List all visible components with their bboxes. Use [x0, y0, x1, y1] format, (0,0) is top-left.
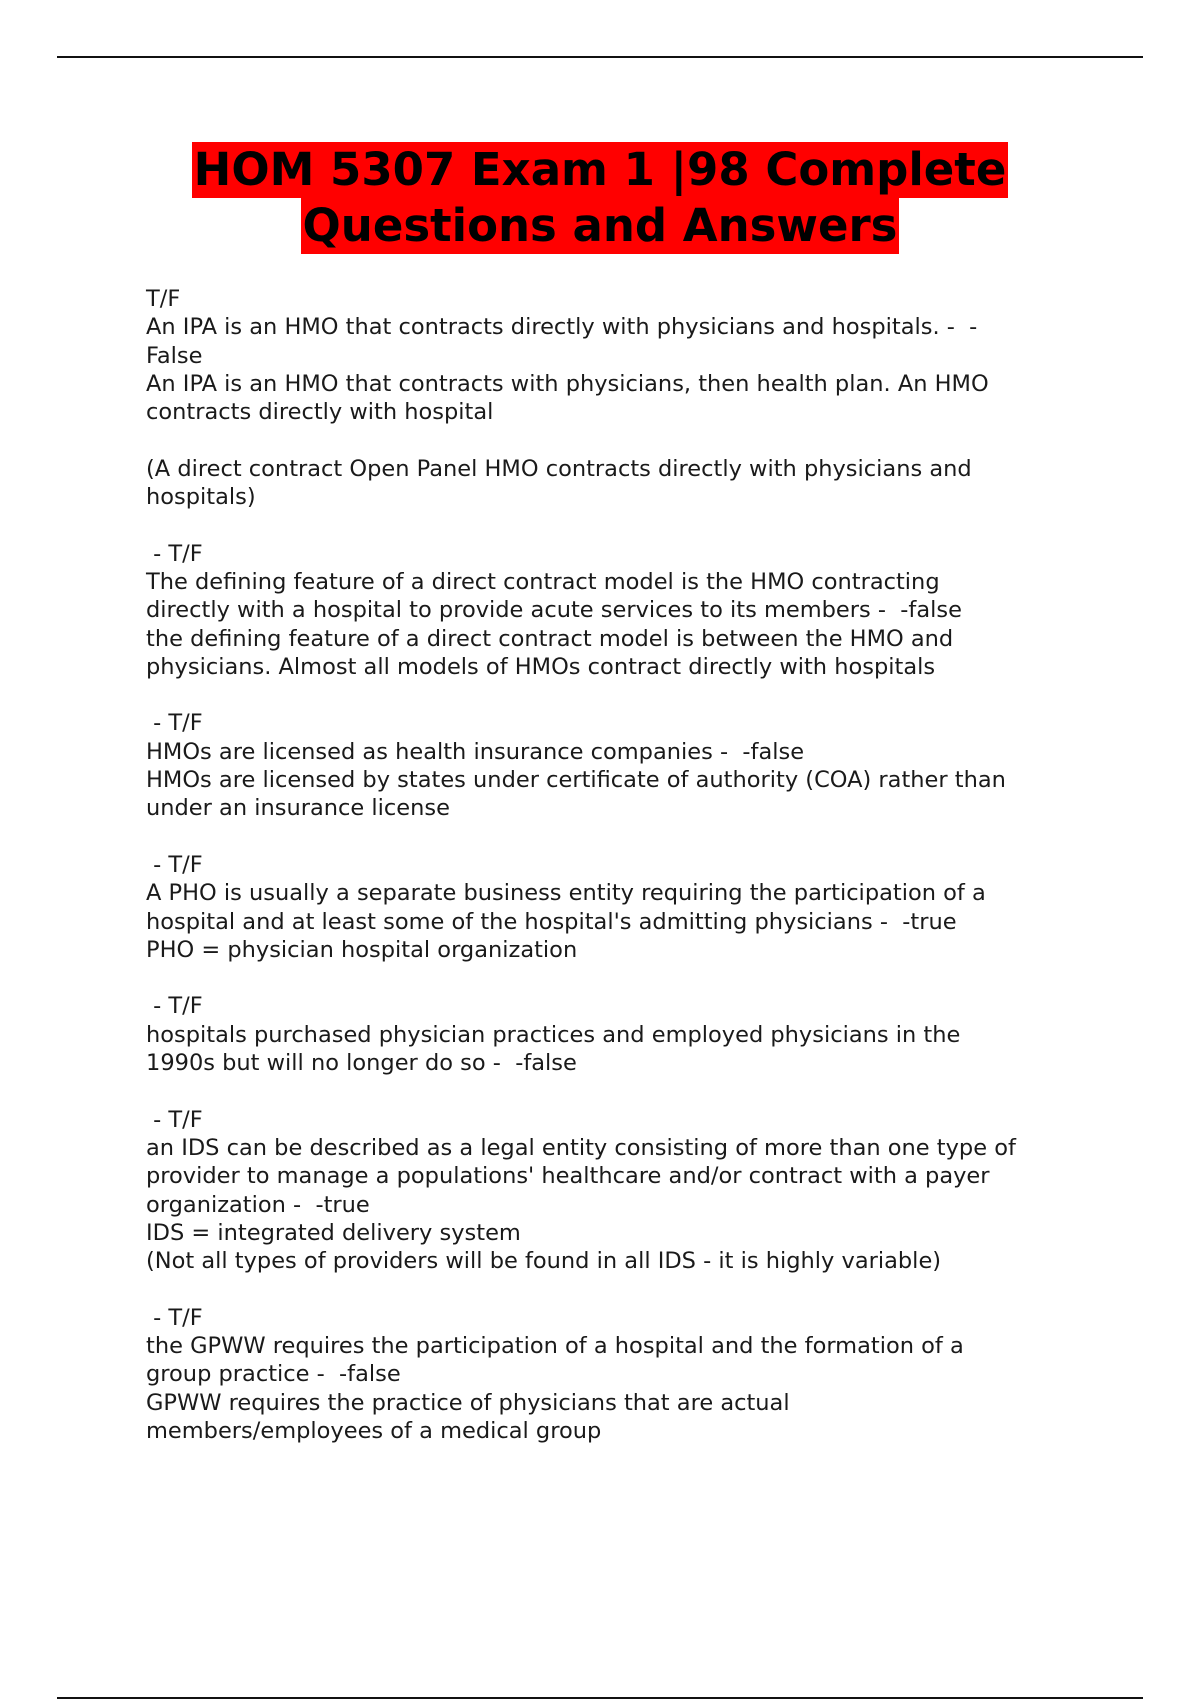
text-line: hospital and at least some of the hospital's admitting physicians - -true	[146, 908, 957, 935]
text-line: - T/F	[146, 993, 203, 1020]
text-line: members/employees of a medical group	[146, 1417, 602, 1444]
text-line: the defining feature of a direct contract model is between the HMO and	[146, 625, 954, 652]
header-rule	[57, 56, 1143, 58]
text-line: under an insurance license	[146, 795, 450, 822]
qa-block	[146, 851, 1146, 964]
qa-block	[146, 1304, 1146, 1445]
text-line: (Not all types of providers will be found in all IDS - it is highly variable)	[146, 1248, 942, 1275]
text-line: GPWW requires the practice of physicians that are actual	[146, 1389, 790, 1416]
paragraph-gap	[146, 511, 1146, 539]
text-line: HMOs are licensed as health insurance companies - -false	[146, 738, 805, 765]
qa-block	[146, 455, 1146, 512]
paragraph-gap	[146, 964, 1146, 992]
qa-block	[146, 1106, 1146, 1276]
text-line: - T/F	[146, 540, 203, 567]
text-line: directly with a hospital to provide acute services to its members - -false	[146, 597, 962, 624]
text-line: 1990s but will no longer do so - -false	[146, 1050, 577, 1077]
text-line: contracts directly with hospital	[146, 399, 494, 426]
text-line: hospitals purchased physician practices and employed physicians in the	[146, 1021, 961, 1048]
paragraph-gap	[146, 426, 1146, 454]
qa-block	[146, 285, 1146, 426]
paragraph-gap	[146, 681, 1146, 709]
qa-block	[146, 992, 1146, 1077]
text-line: - T/F	[146, 1304, 203, 1331]
text-line: (A direct contract Open Panel HMO contracts directly with physicians and	[146, 455, 972, 482]
qa-block	[146, 709, 1146, 822]
text-line: physicians. Almost all models of HMOs contract directly with hospitals	[146, 653, 936, 680]
document-body	[146, 285, 1146, 1445]
document-title	[60, 142, 1140, 254]
text-line: HMOs are licensed by states under certificate of authority (COA) rather than	[146, 767, 1006, 794]
text-line: organization - -true	[146, 1191, 370, 1218]
text-line: False	[146, 342, 203, 369]
text-line: - T/F	[146, 851, 203, 878]
title-line-2: Questions and Answers	[302, 199, 898, 252]
text-line: An IPA is an HMO that contracts directly with physicians and hospitals. - -	[146, 314, 978, 341]
text-line: The defining feature of a direct contract model is the HMO contracting	[146, 568, 940, 595]
text-line: provider to manage a populations' healthcare and/or contract with a payer	[146, 1163, 990, 1190]
footer-rule	[57, 1697, 1143, 1699]
text-line: A PHO is usually a separate business entity requiring the participation of a	[146, 880, 986, 907]
paragraph-gap	[146, 1275, 1146, 1303]
text-line: - T/F	[146, 710, 203, 737]
text-line: the GPWW requires the participation of a hospital and the formation of a	[146, 1332, 964, 1359]
text-line: an IDS can be described as a legal entity consisting of more than one type of	[146, 1134, 1016, 1161]
text-line: PHO = physician hospital organization	[146, 936, 578, 963]
qa-block	[146, 540, 1146, 681]
paragraph-gap	[146, 1077, 1146, 1105]
text-line: hospitals)	[146, 484, 256, 511]
paragraph-gap	[146, 823, 1146, 851]
text-line: IDS = integrated delivery system	[146, 1219, 521, 1246]
text-line: An IPA is an HMO that contracts with physicians, then health plan. An HMO	[146, 370, 989, 397]
text-line: group practice - -false	[146, 1361, 401, 1388]
title-line-1: HOM 5307 Exam 1 |98 Complete	[193, 143, 1007, 196]
text-line: T/F	[146, 286, 181, 312]
text-line: - T/F	[146, 1106, 203, 1133]
